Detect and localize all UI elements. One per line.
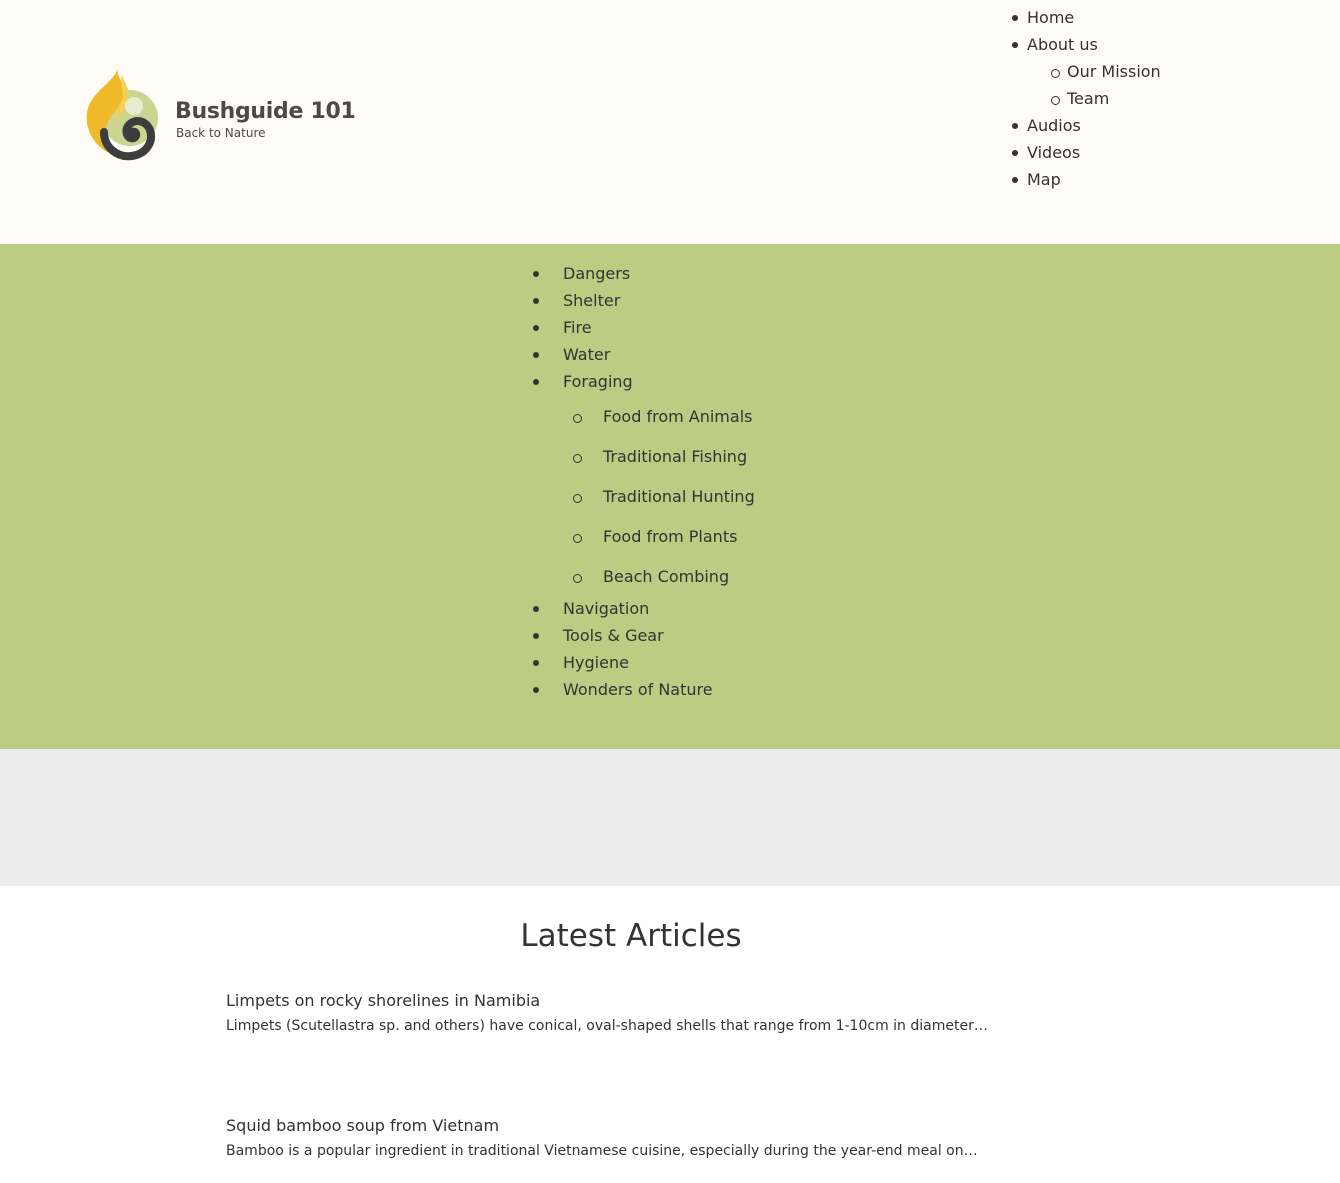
nav-item-label[interactable]: Our Mission	[1067, 62, 1161, 81]
category-menu	[530, 262, 930, 705]
category-item-food-from-plants[interactable]	[530, 517, 930, 557]
category-label[interactable]: Wonders of Nature	[563, 680, 713, 699]
nav-item-label[interactable]: Map	[1027, 170, 1061, 189]
category-item-navigation[interactable]	[530, 597, 930, 624]
category-label[interactable]: Traditional Fishing	[603, 447, 748, 466]
nav-item-label[interactable]: Audios	[1027, 116, 1081, 135]
category-label[interactable]: Water	[563, 345, 611, 364]
article-excerpt: Limpets (Scutellastra sp. and others) have conical, oval-shaped shells that range from 1-10cm in diameter…	[226, 1018, 988, 1034]
site-logo[interactable]	[84, 66, 364, 161]
category-label[interactable]: Tools & Gear	[563, 626, 664, 645]
category-item-shelter[interactable]	[530, 289, 930, 316]
category-item-fire[interactable]	[530, 316, 930, 343]
category-label[interactable]: Foraging	[563, 372, 633, 391]
category-label[interactable]: Navigation	[563, 599, 650, 618]
nav-item-home[interactable]	[1010, 6, 1330, 33]
category-item-food-from-animals[interactable]	[530, 397, 930, 437]
category-label[interactable]: Traditional Hunting	[603, 487, 755, 506]
nav-item-videos[interactable]	[1010, 141, 1330, 168]
category-item-water[interactable]	[530, 343, 930, 370]
nav-item-label[interactable]: Videos	[1027, 143, 1081, 162]
article-title[interactable]: Limpets on rocky shorelines in Namibia	[226, 991, 541, 1010]
article-item[interactable]	[226, 1115, 1026, 1162]
site-header	[0, 0, 1340, 244]
nav-item-label[interactable]: Home	[1027, 8, 1075, 27]
nav-item-team[interactable]	[1010, 87, 1330, 114]
category-label[interactable]: Shelter	[563, 291, 621, 310]
category-item-foraging[interactable]	[530, 370, 930, 397]
article-excerpt: Bamboo is a popular ingredient in traditional Vietnamese cuisine, especially during the year-end meal on…	[226, 1143, 978, 1159]
flame-logo-icon	[84, 66, 164, 161]
nav-item-our-mission[interactable]	[1010, 60, 1330, 87]
category-item-tools-gear[interactable]	[530, 624, 930, 651]
article-title[interactable]: Squid bamboo soup from Vietnam	[226, 1116, 500, 1135]
category-label[interactable]: Food from Plants	[603, 527, 738, 546]
category-label[interactable]: Fire	[563, 318, 592, 337]
category-label[interactable]: Food from Animals	[603, 407, 753, 426]
category-item-dangers[interactable]	[530, 262, 930, 289]
category-item-traditional-hunting[interactable]	[530, 477, 930, 517]
category-label[interactable]: Beach Combing	[603, 567, 730, 586]
latest-articles-section	[0, 886, 1340, 1183]
category-label[interactable]: Dangers	[563, 264, 631, 283]
category-item-beach-combing[interactable]	[530, 557, 930, 597]
section-heading: Latest Articles	[520, 918, 742, 954]
category-label[interactable]: Hygiene	[563, 653, 629, 672]
banner-area	[0, 749, 1340, 886]
brand-title: Bushguide 101	[175, 99, 356, 124]
nav-item-label[interactable]: Team	[1067, 89, 1110, 108]
article-item[interactable]	[226, 990, 1026, 1037]
top-navigation	[1010, 6, 1330, 195]
category-item-traditional-fishing[interactable]	[530, 437, 930, 477]
nav-item-about-us[interactable]	[1010, 33, 1330, 60]
nav-item-audios[interactable]	[1010, 114, 1330, 141]
category-item-hygiene[interactable]	[530, 651, 930, 678]
nav-item-map[interactable]	[1010, 168, 1330, 195]
category-item-wonders-of-nature[interactable]	[530, 678, 930, 705]
brand-subtitle: Back to Nature	[176, 126, 266, 140]
nav-item-label[interactable]: About us	[1027, 35, 1098, 54]
